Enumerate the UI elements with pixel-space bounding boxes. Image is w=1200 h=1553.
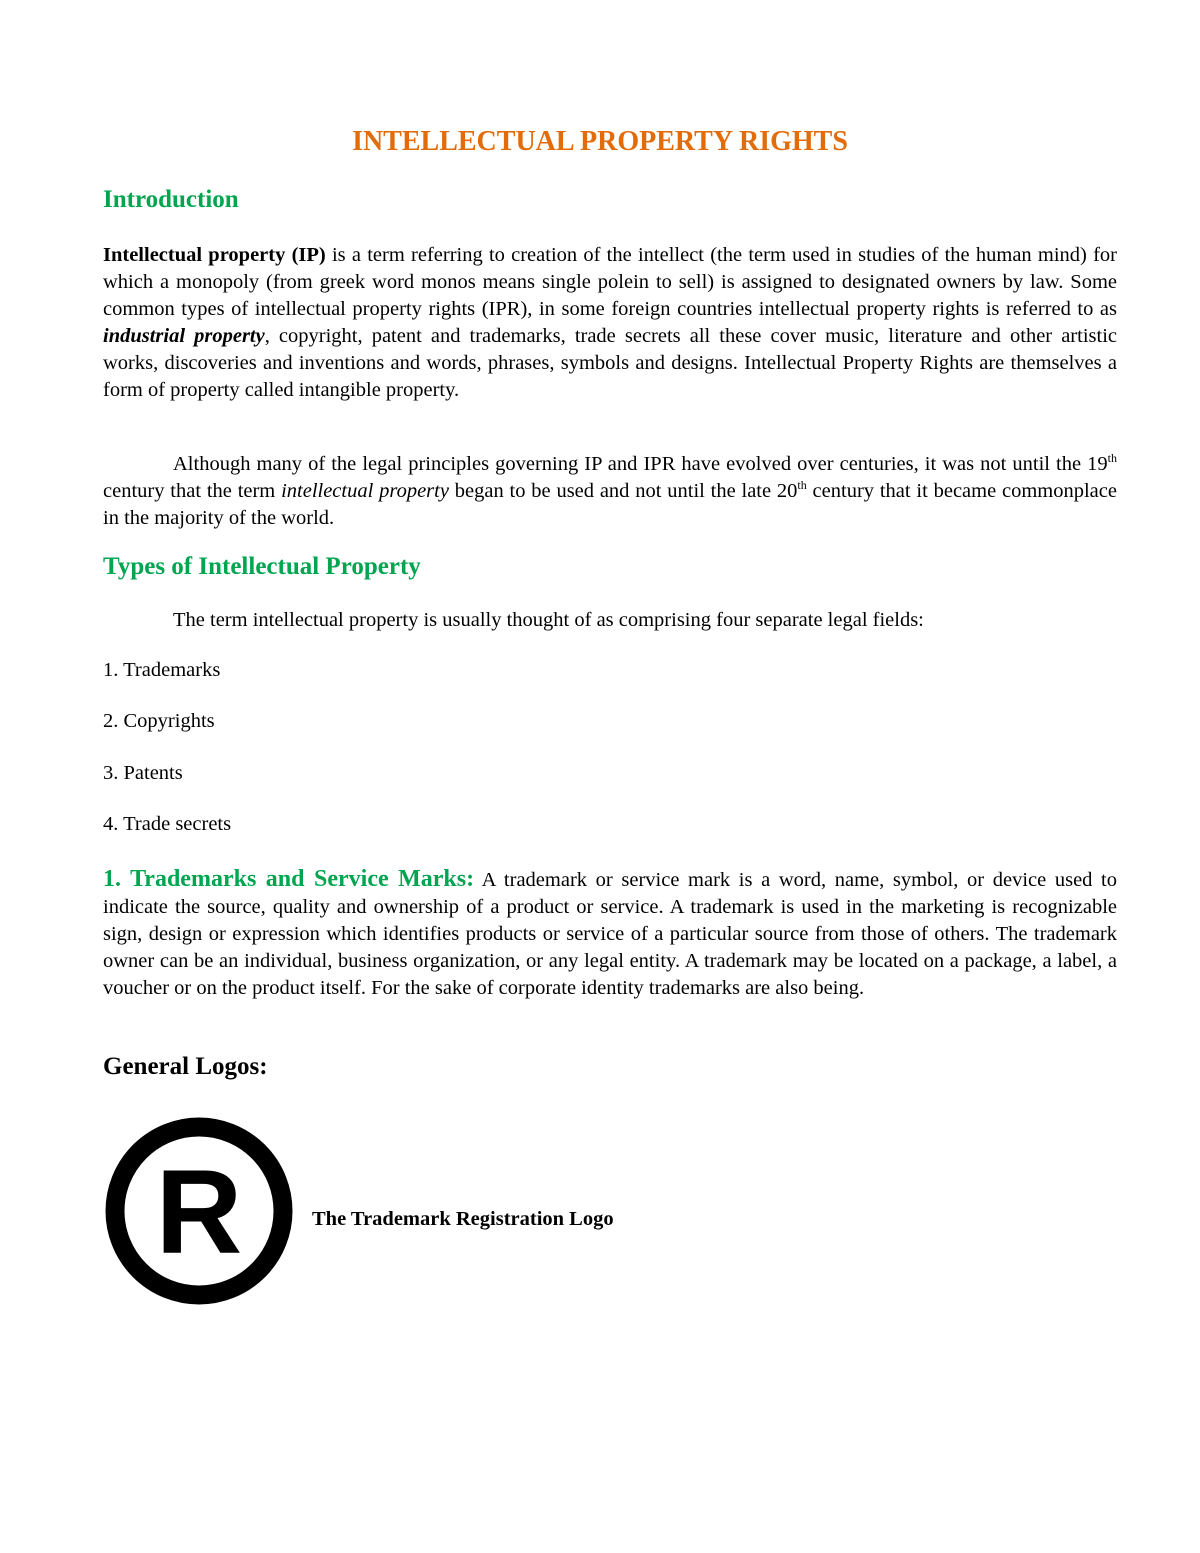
introduction-paragraph-2 [103,451,1117,532]
logo-caption: The Trademark Registration Logo [312,1208,614,1230]
general-logos-heading: General Logos: [103,1053,268,1080]
list-item: 1. Trademarks [103,659,221,681]
p2-superscript-2: th [797,478,807,493]
p2-text-d: century that it became commonplace in the majority of the world. [103,480,1117,529]
list-item: 3. Patents [103,762,183,784]
registered-symbol-letter: R [155,1145,243,1279]
types-heading: Types of Intellectual Property [103,553,421,580]
introduction-heading: Introduction [103,186,239,213]
list-item: 4. Trade secrets [103,813,232,835]
industrial-property-emphasis: industrial property [103,325,265,347]
p1-text-b: , copyright, patent and trademarks, trade secrets all these cover music, literature and other artistic works, discoveries and inventions and words, phrases, symbols and designs. Intellectual Property Rights are themselves a form of property called intangible property. [103,325,1117,401]
introduction-paragraph-1 [103,242,1117,404]
trademarks-paragraph [103,866,1117,1002]
trademarks-text: A trademark or service mark is a word, name, symbol, or device used to indicate the source, quality and ownership of a product or service. A trademark is used in the marketing is recognizable sign, design or expression which identifies products or service of a particular source from those of others. The trademark owner can be an individual, business organization, or any legal entity. A trademark may be located on a package, a label, a voucher or on the product itself. For the sake of corporate identity trademarks are also being. [103,869,1117,999]
ip-term: Intellectual property (IP) [103,244,326,266]
p2-superscript-1: th [1107,451,1117,466]
p2-text-b: century that the term [103,480,282,502]
registered-trademark-icon [104,1116,294,1306]
intellectual-property-emphasis: intellectual property [281,480,449,502]
types-intro: The term intellectual property is usually thought of as comprising four separate legal fields: [173,609,924,631]
p2-text-c: began to be used and not until the late 20 [448,480,798,502]
trademarks-heading: 1. Trademarks and Service Marks: [103,866,475,892]
p2-text-a: Although many of the legal principles governing IP and IPR have evolved over centuries, it was not until the 19 [173,453,1108,475]
p1-text-a: is a term referring to creation of the intellect (the term used in studies of the human mind) for which a monopoly (from greek word monos means single polein to sell) is assigned to designated owners by law. Some common types of intellectual property rights (IPR), in some foreign countries intellectual property rights is referred to as [103,244,1117,320]
page-title: INTELLECTUAL PROPERTY RIGHTS [352,126,848,157]
list-item: 2. Copyrights [103,710,215,732]
